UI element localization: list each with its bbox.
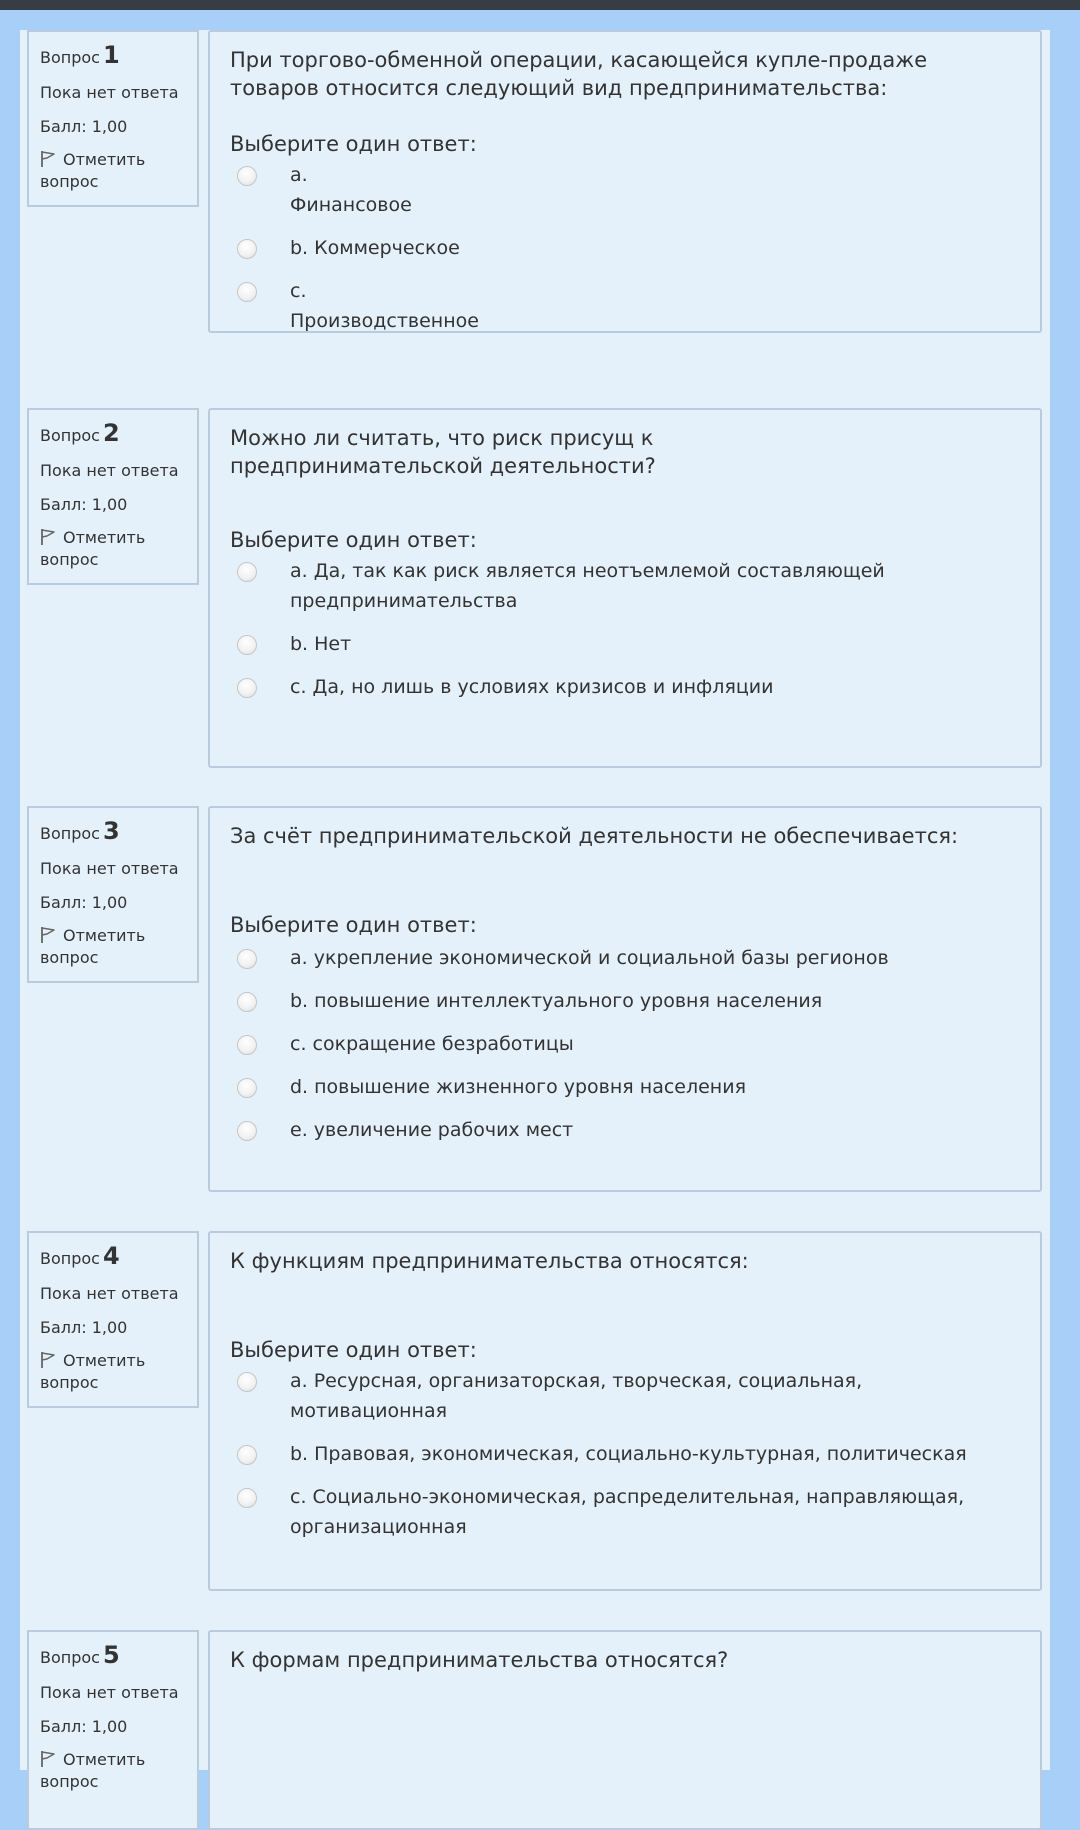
question-content bbox=[208, 1630, 1042, 1830]
answer-option[interactable] bbox=[230, 672, 1020, 702]
answer-option[interactable] bbox=[230, 1366, 1020, 1426]
top-bar bbox=[0, 0, 1080, 10]
question-info bbox=[27, 408, 199, 585]
radio-icon[interactable] bbox=[237, 1078, 257, 1098]
answer-option[interactable] bbox=[230, 1029, 1020, 1059]
question-state: Пока нет ответа bbox=[40, 1683, 179, 1702]
answer-label: b. повышение интеллектуального уровня населения bbox=[290, 990, 823, 1012]
question-text: При торгово-обменной операции, касающейся купле-продаже товаров относится следующий вид предпринимательства: bbox=[230, 48, 928, 100]
answer-label: c. Производственное bbox=[290, 280, 479, 332]
answer-label: c. сокращение безработицы bbox=[290, 1033, 574, 1055]
question-number: Вопрос 4 bbox=[40, 1242, 120, 1270]
question-text: К функциям предпринимательства относятся: bbox=[230, 1249, 749, 1273]
answer-option[interactable] bbox=[230, 233, 1020, 263]
radio-icon[interactable] bbox=[237, 678, 257, 698]
answer-label: a. Да, так как риск является неотъемлемой составляющей предпринимательства bbox=[290, 560, 885, 612]
answer-label: a. укрепление экономической и социальной базы регионов bbox=[290, 947, 889, 969]
radio-icon[interactable] bbox=[237, 949, 257, 969]
radio-icon[interactable] bbox=[237, 1121, 257, 1141]
flag-icon bbox=[40, 1351, 56, 1369]
answer-label: b. Правовая, экономическая, социально-культурная, политическая bbox=[290, 1443, 967, 1465]
question-state: Пока нет ответа bbox=[40, 859, 179, 878]
question-content bbox=[208, 408, 1042, 768]
flag-icon bbox=[40, 150, 56, 168]
flag-question-link[interactable]: Отметить вопрос bbox=[40, 926, 146, 967]
radio-icon[interactable] bbox=[237, 1488, 257, 1508]
flag-question-link[interactable]: Отметить вопрос bbox=[40, 528, 146, 569]
answer-option[interactable] bbox=[230, 986, 1020, 1016]
question-info bbox=[27, 806, 199, 983]
answer-prompt: Выберите один ответ: bbox=[230, 913, 477, 937]
question-content bbox=[208, 1231, 1042, 1591]
question-grade: Балл: 1,00 bbox=[40, 1717, 128, 1736]
question-number: Вопрос 1 bbox=[40, 41, 120, 69]
question-grade: Балл: 1,00 bbox=[40, 1318, 128, 1337]
answer-option[interactable] bbox=[230, 1439, 1020, 1469]
question-content bbox=[208, 806, 1042, 1192]
answer-option[interactable] bbox=[230, 160, 1020, 220]
answer-label: a. Ресурсная, организаторская, творческая, социальная, мотивационная bbox=[290, 1370, 863, 1422]
flag-icon bbox=[40, 926, 56, 944]
question-state: Пока нет ответа bbox=[40, 461, 179, 480]
answer-option[interactable] bbox=[230, 556, 1020, 616]
answer-option[interactable] bbox=[230, 1482, 1020, 1542]
answer-option[interactable] bbox=[230, 629, 1020, 659]
question-content bbox=[208, 30, 1042, 333]
answer-label: d. повышение жизненного уровня населения bbox=[290, 1076, 747, 1098]
question-text: За счёт предпринимательской деятельности не обеспечивается: bbox=[230, 824, 959, 848]
answer-label: b. Коммерческое bbox=[290, 237, 460, 259]
quiz-page bbox=[20, 30, 1050, 1791]
answer-label: b. Нет bbox=[290, 633, 352, 655]
radio-icon[interactable] bbox=[237, 1445, 257, 1465]
question-grade: Балл: 1,00 bbox=[40, 117, 128, 136]
answer-prompt: Выберите один ответ: bbox=[230, 528, 477, 552]
radio-icon[interactable] bbox=[237, 562, 257, 582]
flag-icon bbox=[40, 528, 56, 546]
answer-prompt: Выберите один ответ: bbox=[230, 132, 477, 156]
answer-label: c. Социально-экономическая, распределительная, направляющая, организационная bbox=[290, 1486, 965, 1538]
question-number: Вопрос 3 bbox=[40, 817, 120, 845]
radio-icon[interactable] bbox=[237, 282, 257, 302]
question-state: Пока нет ответа bbox=[40, 83, 179, 102]
flag-icon bbox=[40, 1750, 56, 1768]
flag-question-link[interactable]: Отметить вопрос bbox=[40, 1351, 146, 1392]
radio-icon[interactable] bbox=[237, 1035, 257, 1055]
answer-label: a. Финансовое bbox=[290, 164, 412, 216]
answer-label: c. Да, но лишь в условиях кризисов и инфляции bbox=[290, 676, 774, 698]
radio-icon[interactable] bbox=[237, 166, 257, 186]
answer-prompt: Выберите один ответ: bbox=[230, 1338, 477, 1362]
flag-question-link[interactable]: Отметить вопрос bbox=[40, 1750, 146, 1791]
radio-icon[interactable] bbox=[237, 635, 257, 655]
question-info bbox=[27, 1630, 199, 1830]
radio-icon[interactable] bbox=[237, 239, 257, 259]
radio-icon[interactable] bbox=[237, 992, 257, 1012]
question-grade: Балл: 1,00 bbox=[40, 495, 128, 514]
question-info bbox=[27, 30, 199, 207]
question-state: Пока нет ответа bbox=[40, 1284, 179, 1303]
question-text: К формам предпринимательства относятся? bbox=[230, 1648, 729, 1672]
answer-label: e. увеличение рабочих мест bbox=[290, 1119, 574, 1141]
answer-option[interactable] bbox=[230, 1115, 1020, 1145]
question-grade: Балл: 1,00 bbox=[40, 893, 128, 912]
question-text: Можно ли считать, что риск присущ к предпринимательской деятельности? bbox=[230, 426, 656, 478]
flag-question-link[interactable]: Отметить вопрос bbox=[40, 150, 146, 191]
question-number: Вопрос 5 bbox=[40, 1641, 120, 1669]
question-number: Вопрос 2 bbox=[40, 419, 120, 447]
answer-option[interactable] bbox=[230, 276, 1020, 336]
radio-icon[interactable] bbox=[237, 1372, 257, 1392]
answer-option[interactable] bbox=[230, 1072, 1020, 1102]
question-info bbox=[27, 1231, 199, 1408]
answer-option[interactable] bbox=[230, 943, 1020, 973]
